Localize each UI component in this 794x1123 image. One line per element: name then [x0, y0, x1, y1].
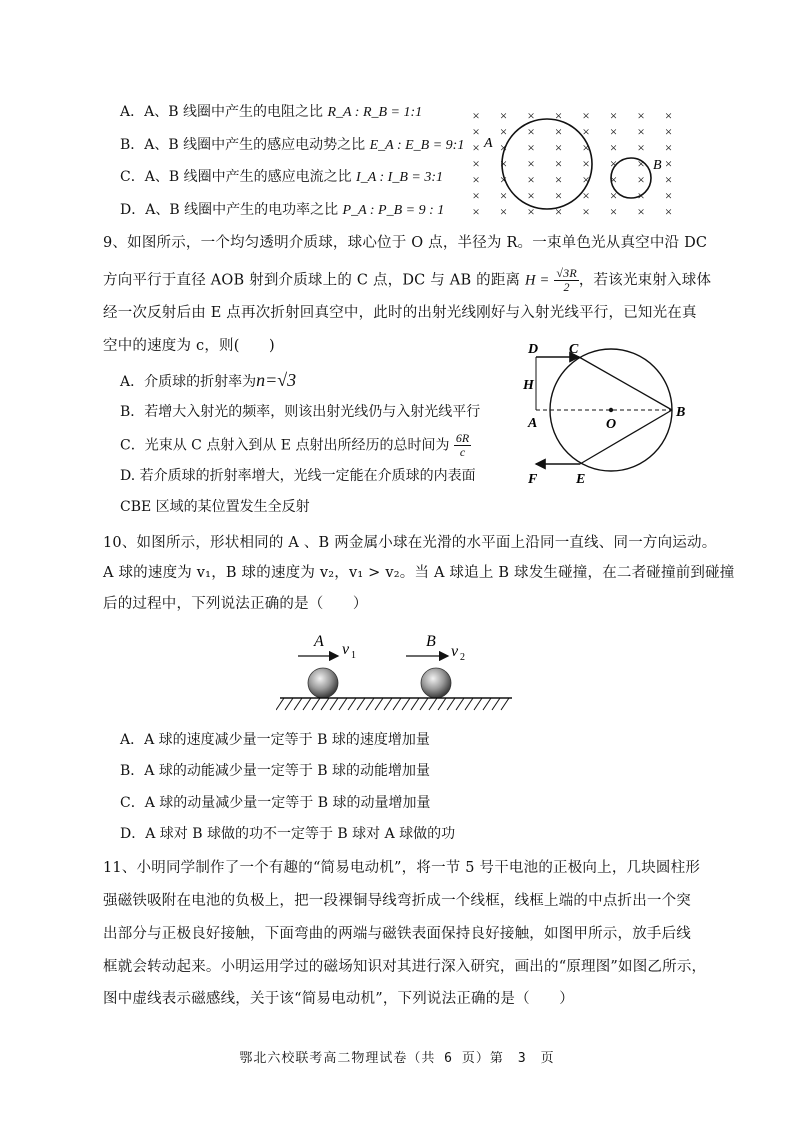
field-cross: ×: [554, 204, 563, 219]
q9-label-o: O: [606, 417, 617, 432]
field-cross: ×: [499, 140, 508, 155]
q10-label-a: A: [314, 633, 324, 650]
field-cross: ×: [554, 188, 563, 203]
field-cross: ×: [499, 108, 508, 123]
field-cross: ×: [609, 188, 618, 203]
field-cross: ×: [527, 204, 535, 219]
field-cross: ×: [472, 188, 480, 203]
field-cross: ×: [582, 188, 590, 203]
hatch-line: [357, 698, 365, 710]
hatch-line: [402, 698, 410, 710]
q10-label-b: B: [426, 633, 436, 650]
field-cross: ×: [637, 188, 645, 203]
field-cross: ×: [609, 156, 618, 171]
q8-coil-a: [499, 119, 592, 209]
field-cross: ×: [664, 188, 673, 203]
q9-label-f: F: [528, 472, 538, 487]
field-cross: ×: [527, 140, 535, 155]
field-cross: ×: [582, 124, 590, 139]
hatch-line: [384, 698, 392, 710]
q11-stem-line3: 出部分与正极良好接触，下面弯曲的两端与磁铁表面保持良好接触，如图甲所示，放手后线: [103, 926, 691, 942]
q9-option-b: B．若增大入射光的频率，则该出射光线仍与入射光线平行: [120, 404, 481, 420]
page-footer: 鄂北六校联考高二物理试卷（共 6 页）第 3 页: [239, 1051, 555, 1066]
hatch-line: [429, 698, 437, 710]
q8-option-d-formula: P_A : P_B = 9 : 1: [342, 203, 445, 218]
q9-sphere-figure: [522, 336, 702, 494]
field-cross: ×: [527, 172, 535, 187]
field-cross: ×: [472, 124, 480, 139]
field-cross: ×: [582, 172, 590, 187]
field-cross: ×: [637, 124, 645, 139]
field-cross: ×: [472, 108, 480, 123]
field-cross: ×: [472, 204, 480, 219]
hatch-line: [393, 698, 401, 710]
field-cross: ×: [582, 156, 590, 171]
field-cross: ×: [582, 204, 590, 219]
field-cross: ×: [664, 204, 673, 219]
field-cross: ×: [609, 108, 618, 123]
q8-option-c: C．A、B 线圈中产生的感应电流之比 I_A : I_B = 3:1: [120, 169, 443, 185]
hatch-line: [420, 698, 428, 710]
q9-stem-line4: 空中的速度为 c，则( ): [103, 338, 275, 354]
q9-option-c-fraction: $\frac{6R}{c}$: [455, 431, 470, 459]
field-cross: ×: [637, 140, 645, 155]
q10-balls-figure: [276, 626, 516, 718]
q10-label-v1: v: [342, 641, 350, 658]
hatch-line: [492, 698, 500, 710]
field-cross: ×: [609, 140, 618, 155]
q10-stem-line2: A 球的速度为 v₁，B 球的速度为 v₂，v₁ > v₂。当 A 球追上 B 球发生碰撞，在二者碰撞前到碰撞: [103, 565, 735, 581]
hatch-line: [276, 698, 284, 710]
q11-stem-line1: 11、小明同学制作了一个有趣的“简易电动机”，将一节 5 号干电池的正极向上，几块圆柱形: [103, 860, 701, 876]
hatch-line: [447, 698, 455, 710]
field-cross: ×: [582, 108, 590, 123]
q10-ground-hatch: [276, 698, 509, 710]
q10-option-b: B．A 球的动能减少量一定等于 B 球的动能增加量: [120, 763, 431, 779]
field-cross: ×: [637, 204, 645, 219]
q10-stem-line1: 10、如图所示，形状相同的 A 、B 两金属小球在光滑的水平面上沿同一直线、同一方向运动。: [103, 535, 717, 551]
q9-center-point: [609, 408, 613, 412]
q10-stem-line3: 后的过程中，下列说法正确的是（ ）: [103, 596, 368, 612]
q9-option-d-cont: CBE 区域的某位置发生全反射: [120, 499, 310, 515]
hatch-line: [465, 698, 473, 710]
field-cross: ×: [609, 204, 618, 219]
q8-option-d: D．A、B 线圈中产生的电功率之比 P_A : P_B = 9 : 1: [120, 202, 445, 218]
hatch-line: [321, 698, 329, 710]
field-cross: ×: [499, 188, 508, 203]
q8-option-a-formula: R_A : R_B = 1:1: [327, 105, 423, 120]
field-cross: ×: [554, 108, 563, 123]
hatch-line: [438, 698, 446, 710]
q9-stem-line2: 方向平行于直径 AOB 射到介质球上的 C 点，DC 与 AB 的距离 H = $\frac{√3R}{2}$ ，若该光束射入球体: [103, 266, 712, 294]
field-cross: ×: [472, 156, 480, 171]
q9-stem-line3: 经一次反射后由 E 点再次折射回真空中，此时的出射光线刚好与入射光线平行，已知光在真: [103, 305, 697, 321]
field-cross: ×: [499, 156, 508, 171]
field-cross: ×: [637, 108, 645, 123]
q11-stem-line2: 强磁铁吸附在电池的负极上，把一段裸铜导线弯折成一个线框，线框上端的中点折出一个突: [103, 893, 691, 909]
q9-label-c: C: [569, 342, 579, 357]
q8-label-a: A: [484, 136, 493, 151]
q10-label-v1-sub: 1: [351, 650, 356, 661]
q10-ball-b: [421, 668, 451, 698]
field-cross: ×: [527, 188, 535, 203]
q9-label-h: H: [523, 378, 534, 393]
q9-option-a: A．介质球的折射率为n=√3: [120, 370, 297, 390]
field-cross: ×: [609, 172, 618, 187]
q8-magnetic-field-figure: [470, 104, 682, 224]
hatch-line: [456, 698, 464, 710]
field-cross: ×: [527, 156, 535, 171]
field-cross: ×: [499, 124, 508, 139]
field-cross: ×: [554, 124, 563, 139]
field-cross: ×: [472, 172, 480, 187]
q10-option-d: D．A 球对 B 球做的功不一定等于 B 球对 A 球做的功: [120, 826, 456, 842]
q9-reflected-ray: [580, 410, 672, 464]
q9-option-a-formula: n=√3: [256, 370, 297, 390]
q9-label-a: A: [528, 416, 538, 431]
hatch-line: [312, 698, 320, 710]
field-cross: ×: [554, 172, 563, 187]
field-cross: ×: [664, 156, 673, 171]
hatch-line: [285, 698, 293, 710]
q8-option-b-formula: E_A : E_B = 9:1: [369, 138, 465, 153]
hatch-line: [483, 698, 491, 710]
q9-label-e: E: [576, 472, 586, 487]
q10-option-a: A．A 球的速度减少量一定等于 B 球的速度增加量: [120, 732, 430, 748]
field-cross: ×: [554, 156, 563, 171]
hatch-line: [375, 698, 383, 710]
q8-option-b: B．A、B 线圈中产生的感应电动势之比 E_A : E_B = 9:1: [120, 137, 465, 153]
field-cross: ×: [664, 108, 673, 123]
field-cross: ×: [527, 108, 535, 123]
field-cross: ×: [637, 172, 645, 187]
hatch-line: [501, 698, 509, 710]
field-cross: ×: [554, 140, 563, 155]
hatch-line: [366, 698, 374, 710]
hatch-line: [411, 698, 419, 710]
q10-option-c: C．A 球的动量减少量一定等于 B 球的动量增加量: [120, 795, 431, 811]
q9-label-b: B: [676, 405, 686, 420]
q11-stem-line4: 框就会转动起来。小明运用学过的磁场知识对其进行深入研究，画出的“原理图”如图乙所示，: [103, 959, 707, 975]
q9-option-d: D. 若介质球的折射率增大，光线一定能在介质球的内表面: [120, 468, 476, 484]
hatch-line: [294, 698, 302, 710]
hatch-line: [348, 698, 356, 710]
q8-option-a: A．A、B 线圈中产生的电阻之比 R_A : R_B = 1:1: [120, 104, 423, 120]
field-cross: ×: [499, 204, 508, 219]
q9-stem-line1: 9、如图所示，一个均匀透明介质球，球心位于 O 点，半径为 R。一束单色光从真空中沿 DC: [103, 235, 708, 251]
q9-h-lhs: H =: [525, 272, 550, 289]
q10-label-v2-sub: 2: [460, 652, 465, 663]
hatch-line: [303, 698, 311, 710]
hatch-line: [330, 698, 338, 710]
field-cross: ×: [637, 156, 645, 171]
field-cross: ×: [499, 172, 508, 187]
field-cross: ×: [664, 124, 673, 139]
q10-ball-a: [308, 668, 338, 698]
q9-h-fraction: $\frac{√3R}{2}$: [556, 266, 577, 294]
field-cross: ×: [664, 172, 673, 187]
field-cross: ×: [527, 124, 535, 139]
q11-stem-line5: 图中虚线表示磁感线，关于该“简易电动机”，下列说法正确的是（ ）: [103, 991, 574, 1007]
field-cross: ×: [472, 140, 480, 155]
q8-option-c-formula: I_A : I_B = 3:1: [356, 170, 443, 185]
q9-label-d: D: [528, 342, 539, 357]
field-cross: ×: [582, 140, 590, 155]
q9-refracted-ray: [579, 357, 672, 410]
q9-option-c: C．光束从 C 点射入到从 E 点射出所经历的总时间为 $\frac{6R}{c}$: [120, 431, 470, 459]
field-cross: ×: [609, 124, 618, 139]
hatch-line: [474, 698, 482, 710]
q10-label-v2: v: [451, 643, 459, 660]
q8-label-b: B: [653, 158, 662, 173]
field-cross: ×: [664, 140, 673, 155]
hatch-line: [339, 698, 347, 710]
